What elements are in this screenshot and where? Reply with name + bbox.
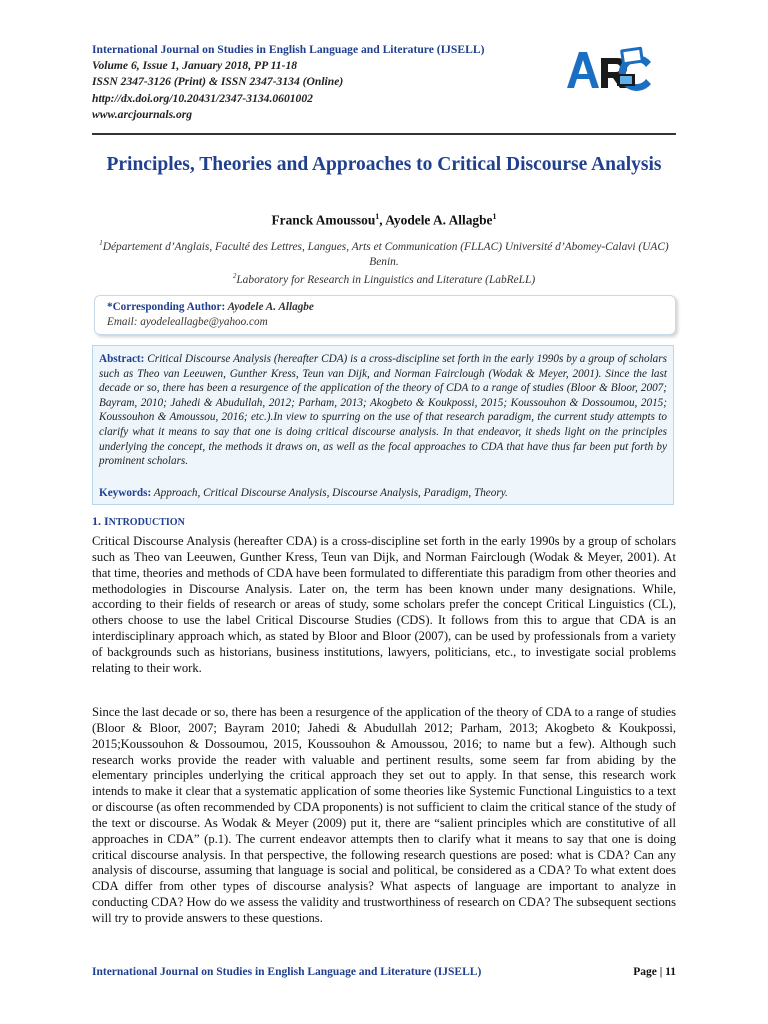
corresponding-email[interactable]: Email: ayodeleallagbe@yahoo.com — [107, 316, 268, 328]
keywords-line — [99, 487, 508, 499]
affiliation-mark: 2 — [232, 272, 237, 280]
paper-page — [92, 0, 676, 1024]
author-list — [92, 212, 676, 228]
body-paragraph: Since the last decade or so, there has been a resurgence of the application of the theory of CDA to a range of studies (Bloor & Bloor, 2007; Bayram 2010; Jahedi & Abudullah 2012; Parham, 2013; Akogbeto & Koukpossi, 2015;Koussouhon & Dossoumou, 2015, Koussouhon & Amoussou, 2016; to name but a few). Although such research works provide the reader with valuable and pertinent results, some seem far from abiding by the elementary principles underlying the critical approach they set out to apply. In that sense, this research work intends to make it clear that a systematic application of some theories like Systemic Functional Linguistics to a text or discourse (as often recommended by CDA proponents) is not sufficient to claim the critical stance of the study of the text or discourse. As Wodak & Meyer (2009) put it, there are “salient principles which are constitutive of all approaches in CDA” (p.1). The current endeavor attempts then to clarify what it means to say that one is doing critical discourse analysis. In that perspective, the following research questions are posed: what is CDA? Can any analysis of discourse, assuming that language is social and political, be considered as a CDA? To what extent does CDA differ from other types of discourse analysis? What aspects of language are important to analyze in conducting CDA? How do we assess the validity and trustworthiness of research on CDA? The subsequent sections will try to provide answers to these questions. — [92, 705, 676, 925]
keywords-text: Approach, Critical Discourse Analysis, Discourse Analysis, Paradigm, Theory. — [151, 487, 508, 499]
journal-doi[interactable]: http://dx.doi.org/10.20431/2347-3134.0601002 — [92, 91, 313, 105]
journal-website[interactable]: www.arcjournals.org — [92, 107, 193, 121]
corresponding-author-name: Ayodele A. Allagbe — [225, 301, 314, 313]
page-number: Page | 11 — [633, 966, 676, 978]
author-name: Ayodele A. Allagbe — [385, 212, 493, 228]
arc-logo — [565, 44, 655, 92]
section-title-initial: I — [104, 514, 109, 528]
keywords-label: Keywords: — [99, 487, 152, 499]
footer-journal-name: International Journal on Studies in English Language and Literature (IJSELL) — [92, 966, 482, 978]
section-heading — [92, 514, 185, 529]
body-paragraph: Critical Discourse Analysis (hereafter CDA) is a cross-discipline set forth in the early 1990s by a group of scholars such as Theo van Leeuwen, Gunther Kress, Teun van Dijk, and Norman Fairclough (Wodak & Meyer, 2001). At that time, theories and methods of CDA have been formulated to differentiate this paradigm from other theories and methodologies in Discourse Analysis. Later on, the term has been known under many designations. While, according to their fields of research or areas of study, some scholars prefer the concept Critical Linguistics (CL), others choose to use the label Critical Discourse Studies (CDS). It follows from this to argue that CDA is an interdisciplinary approach which, as stated by Bloor and Bloor (2007), can be used by professionals from a variety of backgrounds such as historians, business institutions, lawyers, politicians, etc., to investigate social problems relating to their work. — [92, 534, 676, 675]
section-title-rest: NTRODUCTION — [108, 517, 185, 528]
affiliation-1 — [92, 236, 676, 271]
affiliation-text: Département d’Anglais, Faculté des Lettres, Langues, Arts et Communication (FLLAC) Université d’Abomey-Calavi (UAC) Benin. — [102, 240, 669, 269]
author-separator: , — [379, 212, 386, 228]
journal-volume: Volume 6, Issue 1, January 2018, PP 11-18 — [92, 59, 298, 73]
section-number: 1. — [92, 514, 104, 528]
corresponding-author-label: *Corresponding Author: — [107, 301, 226, 313]
paper-title: Principles, Theories and Approaches to Critical Discourse Analysis — [106, 154, 662, 175]
abstract-label: Abstract: — [99, 353, 145, 365]
abstract-box — [92, 345, 674, 505]
author-affiliation-mark: 1 — [492, 212, 497, 221]
journal-issn: ISSN 2347-3126 (Print) & ISSN 2347-3134 (Online) — [92, 75, 344, 89]
affiliation-mark: 1 — [99, 239, 103, 247]
author-affiliation-mark: 1 — [375, 212, 380, 221]
affiliation-2 — [92, 269, 676, 288]
corresponding-author-line — [107, 301, 314, 313]
affiliation-text: Laboratory for Research in Linguistics and Literature (LabReLL) — [236, 273, 536, 286]
abstract-text: Critical Discourse Analysis (hereafter CDA) is a cross-discipline set forth in the early 1990s by a group of scholars such as Theo van Leeuwen, Gunther Kress, Teun van Dijk, and Norman Fairclough (Wodak & Meyer, 2001). Since the last decade or so, there has been a resurgence of the application of the theory of CDA to a range of studies (Bloor & Bloor, 2007; Bayram, 2010; Jahedi & Abudullah, 2012; Parham, 2013; Akogbeto & Koukpossi, 2015; Koussouhon & Dossoumou, 2015; Koussouhon & Amoussou, 2016; etc.).In view to spurring on the use of that research paradigm, the current study attempts to clarify what it means to say that one is doing critical discourse analysis. In that endeavor, it sheds light on the principles underlying the concept, the methods it draws on, as well as the focal approaches to CDA that have thus far been put forth by prominent scholars. — [99, 353, 667, 468]
header-divider — [92, 133, 676, 135]
logo-text: ARC — [565, 44, 568, 45]
author-name: Franck Amoussou — [271, 212, 376, 228]
corresponding-author-box — [94, 295, 676, 335]
journal-header — [92, 42, 562, 123]
abstract-paragraph — [99, 352, 667, 469]
journal-name: International Journal on Studies in English Language and Literature (IJSELL) — [92, 43, 485, 56]
